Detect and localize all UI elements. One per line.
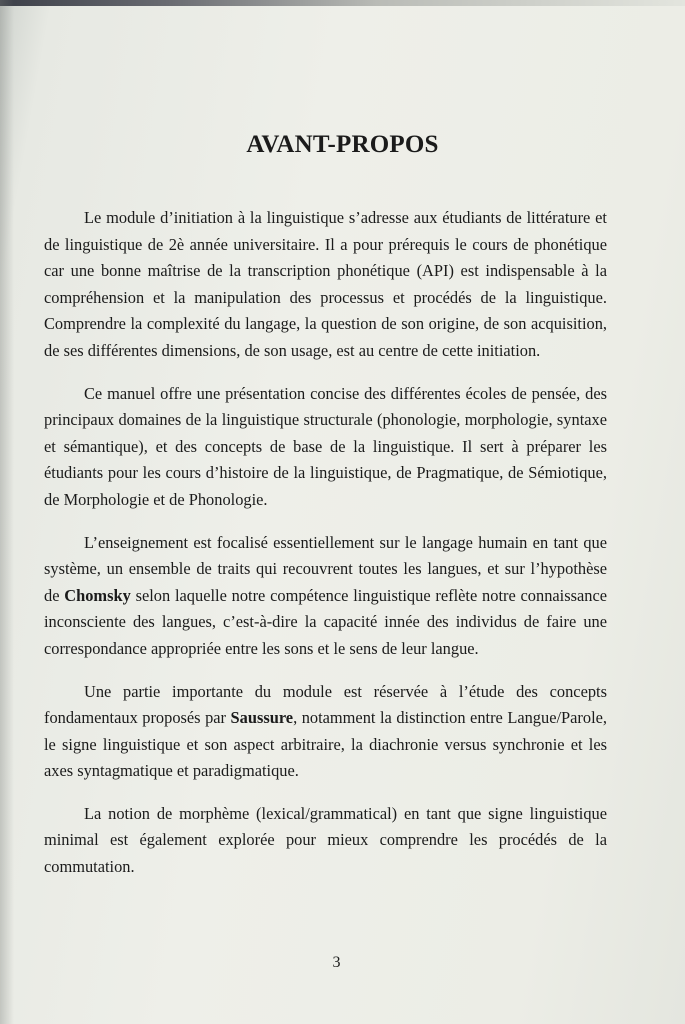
- paragraph-2: [44, 381, 607, 514]
- body-text: [44, 205, 607, 897]
- page-number: 3: [332, 954, 341, 971]
- paragraph-1: [44, 205, 607, 365]
- paragraph-5-text: La notion de morphème (lexical/grammatical) en tant que signe linguistique minimal est également explorée pour mieux comprendre les procédés de la commutation.: [44, 803, 607, 877]
- chomsky-name: Chomsky: [64, 585, 131, 605]
- paragraph-1-text: Le module d’initiation à la linguistique s’adresse aux étudiants de littérature et de linguistique de 2è année universitaire. Il a pour prérequis le cours de phonétique car une bonne maîtrise de la transcription phonétique (API) est indispensable à la compréhension et la manipulation des processus et procédés de la linguistique. Comprendre la complexité du langage, la question de son origine, de son acquisition, de ses différentes dimensions, de son usage, est au centre de cette initiation.: [44, 208, 607, 360]
- paragraph-2-text: Ce manuel offre une présentation concise des différentes écoles de pensée, des principaux domaines de la linguistique structurale (phonologie, morphologie, syntaxe et sémantique), et des concepts de base de la linguistique. Il sert à préparer les étudiants pour les cours d’histoire de la linguistique, de Pragmatique, de Sémiotique, de Morphologie et de Phonologie.: [44, 383, 607, 509]
- saussure-name: Saussure: [230, 708, 294, 728]
- paragraph-3-text-start: L’enseignement est focalisé essentiellement sur le langage humain en tant que système, un ensemble de traits qui recouvrent toutes les langues, et sur l’hypothèse de: [44, 532, 607, 605]
- paragraph-4-text-start: Une partie importante du module est réservée à l’étude des concepts fondamentaux proposés par: [44, 681, 607, 728]
- paragraph-3-text-end: selon laquelle notre compétence linguistique reflète notre connaissance inconsciente des langues, c’est-à-dire la capacité innée des individus de faire une correspondance appropriée entre les sons et le sens de leur langue.: [44, 585, 607, 658]
- page-top-edge: [0, 0, 685, 6]
- paragraph-3: [44, 530, 607, 663]
- page-title: AVANT-PROPOS: [246, 130, 439, 158]
- paragraph-4-text-end: , notamment la distinction entre Langue/Parole, le signe linguistique et son aspect arbitraire, la diachronie versus synchronie et les axes syntagmatique et paradigmatique.: [44, 708, 607, 781]
- paragraph-4: [44, 679, 607, 785]
- paragraph-5: [44, 801, 607, 881]
